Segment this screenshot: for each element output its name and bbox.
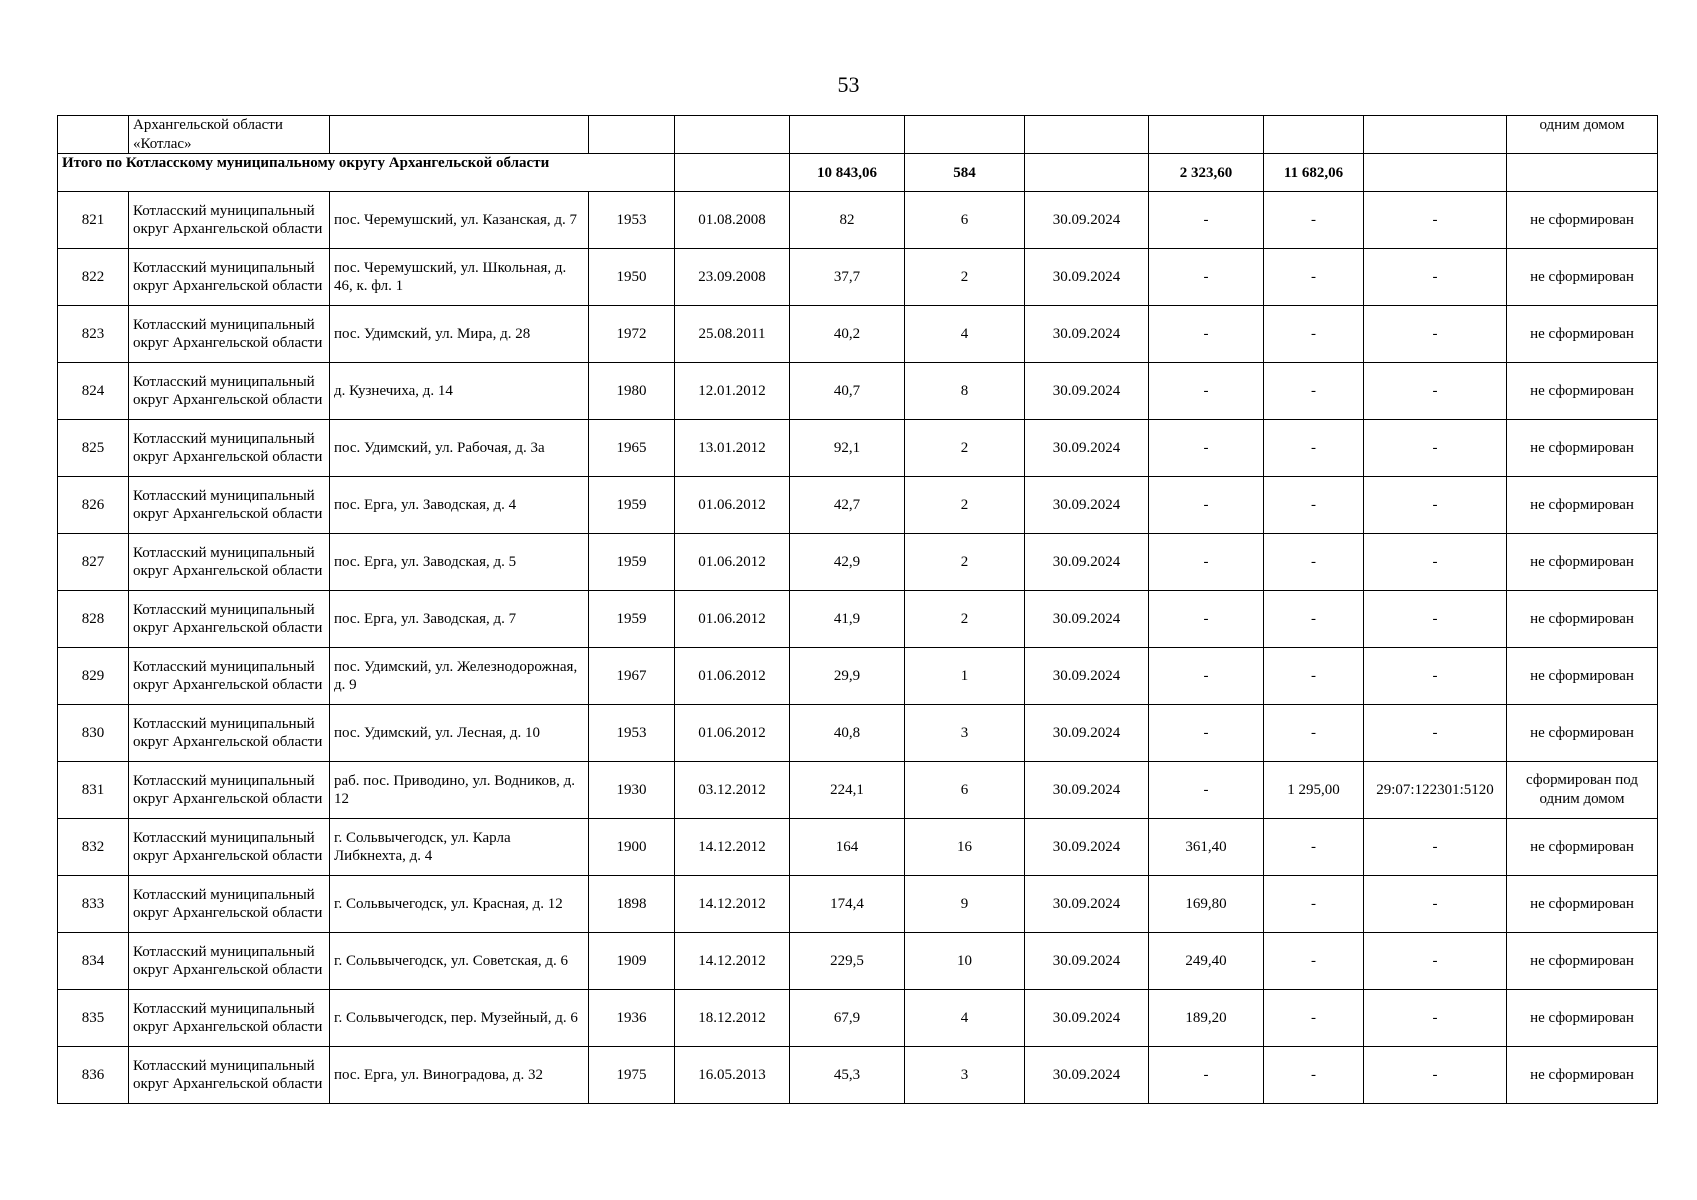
cell-deadline: 30.09.2024 [1025,534,1149,591]
cell-cadastral: - [1364,990,1507,1047]
cell-year: 1930 [589,762,675,819]
total-land-a: 2 323,60 [1149,154,1264,192]
cell-deadline: 30.09.2024 [1025,819,1149,876]
cell-cadastral: - [1364,420,1507,477]
cell-year: 1972 [589,306,675,363]
cell-deadline: 30.09.2024 [1025,762,1149,819]
cell-land-a: 169,80 [1149,876,1264,933]
cell-num: 821 [58,192,129,249]
cell-year: 1980 [589,363,675,420]
cell-residents: 2 [905,591,1025,648]
cell-owner: Архангельской области «Котлас» [129,116,330,154]
cell-land-a: - [1149,591,1264,648]
cell-deadline: 30.09.2024 [1025,648,1149,705]
cell-land-b: - [1264,591,1364,648]
cell-area: 40,7 [790,363,905,420]
cell-date: 01.06.2012 [675,591,790,648]
table-row [58,990,1658,1047]
cell-num: 831 [58,762,129,819]
cell-residents: 9 [905,876,1025,933]
cell-address: г. Сольвычегодск, ул. Красная, д. 12 [330,876,589,933]
cell-cadastral: - [1364,477,1507,534]
cell-num: 823 [58,306,129,363]
cell-owner: Котласский муниципальный округ Архангельской области [129,990,330,1047]
cell-area: 41,9 [790,591,905,648]
cell-year: 1898 [589,876,675,933]
cell-cadastral: - [1364,648,1507,705]
cell-area: 40,8 [790,705,905,762]
cell-owner: Котласский муниципальный округ Архангельской области [129,363,330,420]
cell-date: 14.12.2012 [675,819,790,876]
cell-status [1507,154,1658,192]
cell-cadastral: - [1364,876,1507,933]
cell-address: д. Кузнечиха, д. 14 [330,363,589,420]
cell-land-a: - [1149,534,1264,591]
cell-status: не сформирован [1507,705,1658,762]
cell-num: 830 [58,705,129,762]
cell-land-b [1264,116,1364,154]
cell-area: 42,9 [790,534,905,591]
cell-cadastral: - [1364,933,1507,990]
total-residents: 584 [905,154,1025,192]
cell-year: 1967 [589,648,675,705]
cell-owner: Котласский муниципальный округ Архангельской области [129,648,330,705]
total-area: 10 843,06 [790,154,905,192]
cell-cadastral: - [1364,306,1507,363]
table-row [58,933,1658,990]
cell-residents: 4 [905,990,1025,1047]
table-row [58,477,1658,534]
table-row [58,534,1658,591]
cell-date: 16.05.2013 [675,1047,790,1104]
table-row [58,591,1658,648]
cell-year: 1959 [589,534,675,591]
cell-address: г. Сольвычегодск, пер. Музейный, д. 6 [330,990,589,1047]
cell-area: 224,1 [790,762,905,819]
cell-num: 836 [58,1047,129,1104]
cell-owner: Котласский муниципальный округ Архангельской области [129,591,330,648]
cell-land-a: 361,40 [1149,819,1264,876]
cell-deadline: 30.09.2024 [1025,306,1149,363]
cell-area: 229,5 [790,933,905,990]
cell-address: г. Сольвычегодск, ул. Карла Либкнехта, д. 4 [330,819,589,876]
cell-num: 833 [58,876,129,933]
cell-deadline: 30.09.2024 [1025,192,1149,249]
cell-deadline [1025,116,1149,154]
cell-land-b: - [1264,990,1364,1047]
cell-area: 29,9 [790,648,905,705]
cell-land-a: - [1149,249,1264,306]
continuation-row [58,116,1658,154]
cell-status: не сформирован [1507,648,1658,705]
cell-land-a: - [1149,762,1264,819]
cell-land-b: - [1264,1047,1364,1104]
cell-status: одним домом [1507,116,1658,154]
table-row [58,249,1658,306]
cell-date: 25.08.2011 [675,306,790,363]
cell-deadline: 30.09.2024 [1025,420,1149,477]
cell-date: 03.12.2012 [675,762,790,819]
cell-address: раб. пос. Приводино, ул. Водников, д. 12 [330,762,589,819]
cell-status: не сформирован [1507,819,1658,876]
cell-status: сформирован под одним домом [1507,762,1658,819]
cell-address: пос. Ерга, ул. Заводская, д. 5 [330,534,589,591]
table-row [58,762,1658,819]
cell-land-a [1149,116,1264,154]
cell-address: пос. Удимский, ул. Мира, д. 28 [330,306,589,363]
cell-date: 01.06.2012 [675,477,790,534]
cell-deadline [1025,154,1149,192]
cell-status: не сформирован [1507,534,1658,591]
cell-residents: 2 [905,477,1025,534]
cell-land-b: 1 295,00 [1264,762,1364,819]
table-row [58,876,1658,933]
cell-address: пос. Черемушский, ул. Казанская, д. 7 [330,192,589,249]
cell-address: пос. Удимский, ул. Лесная, д. 10 [330,705,589,762]
cell-status: не сформирован [1507,1047,1658,1104]
cell-num: 822 [58,249,129,306]
cell-land-a: - [1149,477,1264,534]
cell-year: 1936 [589,990,675,1047]
cell-deadline: 30.09.2024 [1025,249,1149,306]
cell-date: 23.09.2008 [675,249,790,306]
cell-status: не сформирован [1507,591,1658,648]
cell-cadastral: - [1364,363,1507,420]
cell-deadline: 30.09.2024 [1025,933,1149,990]
cell-num: 829 [58,648,129,705]
cell-year: 1975 [589,1047,675,1104]
cell-owner: Котласский муниципальный округ Архангельской области [129,534,330,591]
cell-deadline: 30.09.2024 [1025,990,1149,1047]
cell-status: не сформирован [1507,876,1658,933]
cell-cadastral: - [1364,1047,1507,1104]
cell-cadastral: - [1364,249,1507,306]
cell-owner: Котласский муниципальный округ Архангельской области [129,477,330,534]
cell-date: 14.12.2012 [675,933,790,990]
cell-status: не сформирован [1507,306,1658,363]
cell-land-b: - [1264,249,1364,306]
cell-deadline: 30.09.2024 [1025,363,1149,420]
cell-status: не сформирован [1507,192,1658,249]
cell-land-b: - [1264,477,1364,534]
cell-date: 13.01.2012 [675,420,790,477]
cell-residents: 6 [905,762,1025,819]
cell-year: 1900 [589,819,675,876]
cell-date [675,154,790,192]
cell-address: пос. Удимский, ул. Железнодорожная, д. 9 [330,648,589,705]
cell-residents: 2 [905,249,1025,306]
cell-cadastral: - [1364,591,1507,648]
cell-num: 827 [58,534,129,591]
cell-status: не сформирован [1507,420,1658,477]
table-row [58,306,1658,363]
cell-residents: 4 [905,306,1025,363]
cell-area [790,116,905,154]
cell-deadline: 30.09.2024 [1025,876,1149,933]
cell-area: 40,2 [790,306,905,363]
cell-land-b: - [1264,648,1364,705]
cell-area: 82 [790,192,905,249]
cell-residents: 3 [905,705,1025,762]
cell-address: пос. Черемушский, ул. Школьная, д. 46, к. фл. 1 [330,249,589,306]
table-row [58,819,1658,876]
cell-land-a: - [1149,1047,1264,1104]
cell-land-b: - [1264,363,1364,420]
cell-year [589,116,675,154]
cell-land-b: - [1264,933,1364,990]
cell-owner: Котласский муниципальный округ Архангельской области [129,762,330,819]
cell-date: 14.12.2012 [675,876,790,933]
housing-registry-table [57,115,1658,1104]
cell-land-b: - [1264,819,1364,876]
cell-address: пос. Ерга, ул. Виноградова, д. 32 [330,1047,589,1104]
page-number: 53 [837,72,860,97]
cell-land-a: - [1149,306,1264,363]
cell-residents [905,116,1025,154]
cell-area: 67,9 [790,990,905,1047]
cell-num: 828 [58,591,129,648]
total-label: Итого по Котласскому муниципальному округу Архангельской области [58,154,675,192]
cell-address: пос. Ерга, ул. Заводская, д. 4 [330,477,589,534]
cell-cadastral: - [1364,534,1507,591]
cell-residents: 3 [905,1047,1025,1104]
cell-land-a: - [1149,705,1264,762]
cell-area: 174,4 [790,876,905,933]
cell-residents: 10 [905,933,1025,990]
cell-residents: 8 [905,363,1025,420]
cell-area: 42,7 [790,477,905,534]
cell-status: не сформирован [1507,990,1658,1047]
cell-deadline: 30.09.2024 [1025,477,1149,534]
cell-cadastral [1364,116,1507,154]
cell-land-a: - [1149,420,1264,477]
cell-num: 824 [58,363,129,420]
cell-cadastral: - [1364,705,1507,762]
cell-cadastral: - [1364,192,1507,249]
cell-num: 834 [58,933,129,990]
cell-date: 18.12.2012 [675,990,790,1047]
table-row [58,363,1658,420]
cell-address: пос. Удимский, ул. Рабочая, д. 3а [330,420,589,477]
cell-owner: Котласский муниципальный округ Архангельской области [129,192,330,249]
cell-land-b: - [1264,705,1364,762]
cell-land-b: - [1264,534,1364,591]
cell-date [675,116,790,154]
cell-land-b: - [1264,420,1364,477]
cell-status: не сформирован [1507,249,1658,306]
cell-year: 1965 [589,420,675,477]
cell-land-b: - [1264,876,1364,933]
cell-residents: 2 [905,420,1025,477]
cell-status: не сформирован [1507,477,1658,534]
cell-owner: Котласский муниципальный округ Архангельской области [129,1047,330,1104]
cell-residents: 6 [905,192,1025,249]
cell-status: не сформирован [1507,933,1658,990]
table-row [58,420,1658,477]
table-row [58,1047,1658,1104]
cell-land-a: 249,40 [1149,933,1264,990]
cell-year: 1953 [589,192,675,249]
cell-residents: 2 [905,534,1025,591]
cell-num: 832 [58,819,129,876]
table-row [58,192,1658,249]
cell-deadline: 30.09.2024 [1025,1047,1149,1104]
cell-address [330,116,589,154]
cell-date: 01.06.2012 [675,648,790,705]
cell-area: 92,1 [790,420,905,477]
cell-year: 1959 [589,591,675,648]
cell-owner: Котласский муниципальный округ Архангельской области [129,819,330,876]
cell-address: г. Сольвычегодск, ул. Советская, д. 6 [330,933,589,990]
cell-owner: Котласский муниципальный округ Архангельской области [129,420,330,477]
cell-area: 37,7 [790,249,905,306]
cell-num: 835 [58,990,129,1047]
total-land-b: 11 682,06 [1264,154,1364,192]
cell-year: 1953 [589,705,675,762]
total-row [58,154,1658,192]
cell-owner: Котласский муниципальный округ Архангельской области [129,876,330,933]
cell-num [58,116,129,154]
cell-year: 1909 [589,933,675,990]
cell-year: 1959 [589,477,675,534]
cell-residents: 16 [905,819,1025,876]
cell-area: 45,3 [790,1047,905,1104]
cell-area: 164 [790,819,905,876]
cell-deadline: 30.09.2024 [1025,705,1149,762]
cell-cadastral [1364,154,1507,192]
cell-address: пос. Ерга, ул. Заводская, д. 7 [330,591,589,648]
cell-date: 01.06.2012 [675,705,790,762]
cell-num: 826 [58,477,129,534]
cell-cadastral: - [1364,819,1507,876]
table-row [58,648,1658,705]
cell-land-b: - [1264,306,1364,363]
cell-date: 01.08.2008 [675,192,790,249]
cell-cadastral: 29:07:122301:5120 [1364,762,1507,819]
cell-owner: Котласский муниципальный округ Архангельской области [129,705,330,762]
cell-land-a: 189,20 [1149,990,1264,1047]
cell-land-b: - [1264,192,1364,249]
cell-date: 01.06.2012 [675,534,790,591]
cell-owner: Котласский муниципальный округ Архангельской области [129,933,330,990]
cell-owner: Котласский муниципальный округ Архангельской области [129,249,330,306]
cell-num: 825 [58,420,129,477]
cell-residents: 1 [905,648,1025,705]
cell-date: 12.01.2012 [675,363,790,420]
cell-land-a: - [1149,363,1264,420]
cell-land-a: - [1149,648,1264,705]
cell-year: 1950 [589,249,675,306]
cell-owner: Котласский муниципальный округ Архангельской области [129,306,330,363]
cell-status: не сформирован [1507,363,1658,420]
cell-land-a: - [1149,192,1264,249]
cell-deadline: 30.09.2024 [1025,591,1149,648]
table-row [58,705,1658,762]
